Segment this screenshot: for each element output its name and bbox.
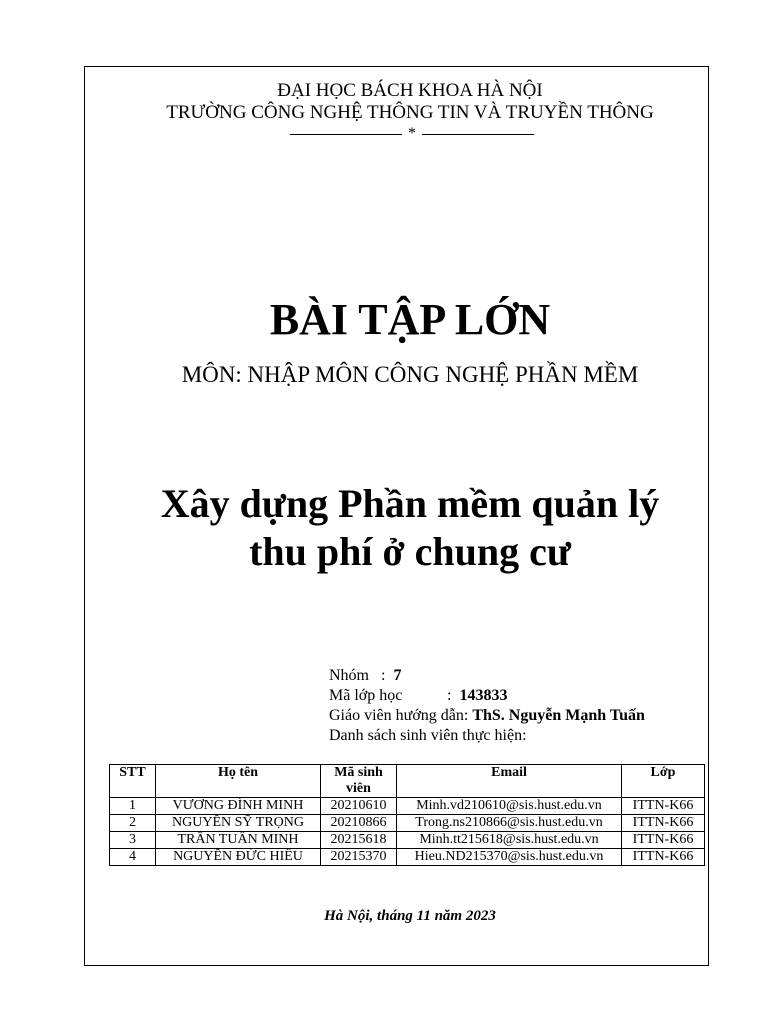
teacher-value: ThS. Nguyễn Mạnh Tuấn bbox=[472, 707, 645, 724]
cell-class: ITTN-K66 bbox=[622, 815, 705, 832]
school-name: TRƯỜNG CÔNG NGHỆ THÔNG TIN VÀ TRUYỀN THÔNG bbox=[166, 102, 654, 123]
cell-name: NGUYỄN SỸ TRỌNG bbox=[156, 815, 321, 832]
cell-email: Minh.tt215618@sis.hust.edu.vn bbox=[397, 832, 622, 849]
header-email: Email bbox=[397, 765, 622, 798]
student-table bbox=[109, 764, 705, 866]
cell-class: ITTN-K66 bbox=[622, 832, 705, 849]
header-class: Lớp bbox=[622, 765, 705, 798]
header-divider bbox=[290, 124, 534, 144]
place-date: Hà Nội, tháng 11 năm 2023 bbox=[324, 908, 496, 924]
group-value: 7 bbox=[393, 667, 402, 684]
cell-email: Trong.ns210866@sis.hust.edu.vn bbox=[397, 815, 622, 832]
project-title bbox=[84, 480, 736, 576]
students-label-row bbox=[329, 726, 645, 746]
subject-line: MÔN: NHẬP MÔN CÔNG NGHỆ PHẦN MỀM bbox=[181, 362, 639, 387]
table-row bbox=[110, 832, 705, 849]
cell-student-id: 20210610 bbox=[321, 798, 397, 815]
project-title-line-2: thu phí ở chung cư bbox=[249, 529, 571, 574]
cell-name: VƯƠNG ĐÌNH MINH bbox=[156, 798, 321, 815]
group-label: Nhóm bbox=[329, 667, 369, 684]
cell-student-id: 20210866 bbox=[321, 815, 397, 832]
cell-name: NGUYỄN ĐỨC HIẾU bbox=[156, 849, 321, 866]
header-student-id: Mã sinh viên bbox=[321, 765, 397, 798]
table-row bbox=[110, 815, 705, 832]
table-header-row bbox=[110, 765, 705, 798]
divider-line-right bbox=[422, 134, 534, 135]
students-label: Danh sách sinh viên thực hiện: bbox=[329, 727, 527, 744]
class-value: 143833 bbox=[459, 687, 508, 704]
header-stt: STT bbox=[110, 765, 156, 798]
class-label: Mã lớp học bbox=[329, 687, 403, 704]
cell-stt: 4 bbox=[110, 849, 156, 866]
teacher-row bbox=[329, 706, 645, 726]
cell-stt: 3 bbox=[110, 832, 156, 849]
group-row bbox=[329, 666, 645, 686]
cell-student-id: 20215618 bbox=[321, 832, 397, 849]
divider-star: * bbox=[408, 125, 416, 142]
cell-student-id: 20215370 bbox=[321, 849, 397, 866]
document-title: BÀI TẬP LỚN bbox=[269, 295, 551, 344]
cell-stt: 2 bbox=[110, 815, 156, 832]
cell-class: ITTN-K66 bbox=[622, 849, 705, 866]
group-separator: : bbox=[381, 667, 386, 684]
group-info bbox=[329, 666, 645, 746]
table-row bbox=[110, 798, 705, 815]
table-row bbox=[110, 849, 705, 866]
university-name: ĐẠI HỌC BÁCH KHOA HÀ NỘI bbox=[277, 80, 543, 101]
cell-class: ITTN-K66 bbox=[622, 798, 705, 815]
divider-line-left bbox=[290, 134, 402, 135]
cell-name: TRẦN TUẤN MINH bbox=[156, 832, 321, 849]
cell-stt: 1 bbox=[110, 798, 156, 815]
cell-email: Hieu.ND215370@sis.hust.edu.vn bbox=[397, 849, 622, 866]
cell-email: Minh.vd210610@sis.hust.edu.vn bbox=[397, 798, 622, 815]
class-row bbox=[329, 686, 645, 706]
class-separator: : bbox=[447, 687, 452, 704]
header-name: Họ tên bbox=[156, 765, 321, 798]
project-title-line-1: Xây dựng Phần mềm quản lý bbox=[160, 481, 660, 526]
teacher-label: Giáo viên hướng dẫn: bbox=[329, 707, 469, 724]
